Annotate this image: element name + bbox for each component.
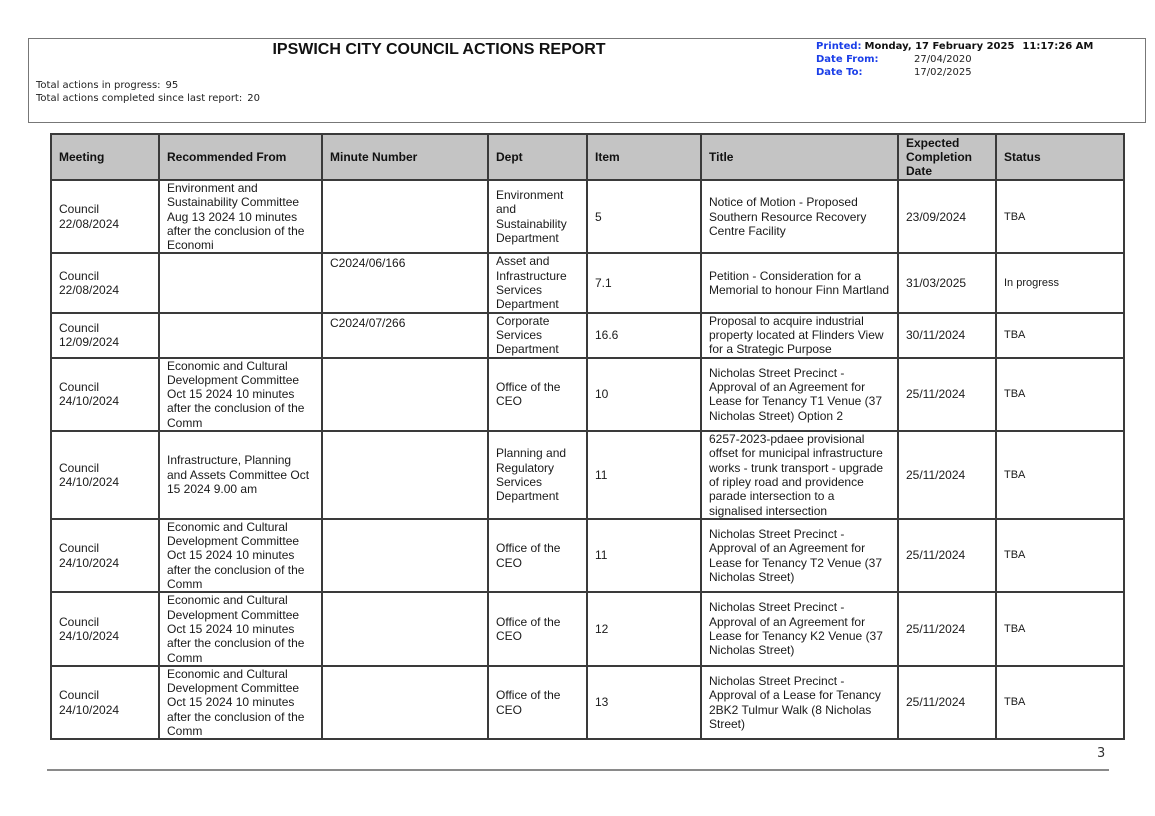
cell-expected-completion: 25/11/2024 [898, 519, 996, 592]
actions-table [50, 133, 1125, 740]
table-row [51, 180, 1124, 253]
cell-status: TBA [996, 592, 1124, 665]
date-to-label: Date To: [816, 67, 863, 78]
cell-meeting: Council 22/08/2024 [51, 253, 159, 312]
cell-expected-completion: 25/11/2024 [898, 358, 996, 431]
cell-dept: Planning and Regulatory Services Department [488, 431, 587, 519]
table-row [51, 431, 1124, 519]
cell-meeting: Council 22/08/2024 [51, 180, 159, 253]
cell-meeting: Council 24/10/2024 [51, 431, 159, 519]
cell-recommended-from: Infrastructure, Planning and Assets Committee Oct 15 2024 9.00 am [159, 431, 322, 519]
date-from-value: 27/04/2020 [914, 54, 972, 65]
column-header-title: Title [701, 134, 898, 180]
report-header [28, 38, 1146, 123]
cell-recommended-from: Economic and Cultural Development Committee Oct 15 2024 10 minutes after the conclusion of the Comm [159, 666, 322, 739]
table-row [51, 666, 1124, 739]
cell-status: TBA [996, 180, 1124, 253]
table-row [51, 519, 1124, 592]
completed-label: Total actions completed since last report: [36, 93, 243, 104]
completed-count: 20 [247, 93, 260, 104]
cell-status: In progress [996, 253, 1124, 312]
cell-minute-number [322, 519, 488, 592]
cell-minute-number: C2024/06/166 [322, 253, 488, 312]
cell-minute-number [322, 358, 488, 431]
column-header-minute-number: Minute Number [322, 134, 488, 180]
cell-recommended-from: Environment and Sustainability Committee Aug 13 2024 10 minutes after the conclusion of the Economi [159, 180, 322, 253]
cell-dept: Office of the CEO [488, 358, 587, 431]
cell-status: TBA [996, 431, 1124, 519]
table-row [51, 313, 1124, 358]
cell-status: TBA [996, 313, 1124, 358]
cell-status: TBA [996, 519, 1124, 592]
cell-expected-completion: 23/09/2024 [898, 180, 996, 253]
cell-recommended-from: Economic and Cultural Development Committee Oct 15 2024 10 minutes after the conclusion of the Comm [159, 592, 322, 665]
footer-divider [47, 769, 1109, 771]
column-header-status: Status [996, 134, 1124, 180]
cell-dept: Office of the CEO [488, 666, 587, 739]
cell-title: Nicholas Street Precinct - Approval of an Agreement for Lease for Tenancy T2 Venue (37 Nicholas Street) [701, 519, 898, 592]
date-from-row [816, 53, 1093, 66]
date-to-row [816, 66, 1093, 79]
cell-minute-number: C2024/07/266 [322, 313, 488, 358]
cell-minute-number [322, 666, 488, 739]
cell-dept: Corporate Services Department [488, 313, 587, 358]
cell-dept: Asset and Infrastructure Services Department [488, 253, 587, 312]
cell-title: Nicholas Street Precinct - Approval of a Lease for Tenancy 2BK2 Tulmur Walk (8 Nicholas Street) [701, 666, 898, 739]
cell-minute-number [322, 592, 488, 665]
cell-status: TBA [996, 358, 1124, 431]
column-header-item: Item [587, 134, 701, 180]
cell-status: TBA [996, 666, 1124, 739]
cell-title: Notice of Motion - Proposed Southern Resource Recovery Centre Facility [701, 180, 898, 253]
printed-row [816, 40, 1093, 53]
cell-meeting: Council 24/10/2024 [51, 592, 159, 665]
date-to-value: 17/02/2025 [914, 67, 972, 78]
cell-title: Nicholas Street Precinct - Approval of an Agreement for Lease for Tenancy T1 Venue (37 Nicholas Street) Option 2 [701, 358, 898, 431]
cell-expected-completion: 25/11/2024 [898, 592, 996, 665]
page-number: 3 [1097, 746, 1106, 761]
report-title: IPSWICH CITY COUNCIL ACTIONS REPORT [272, 41, 606, 58]
in-progress-label: Total actions in progress: [36, 80, 161, 91]
cell-item: 12 [587, 592, 701, 665]
cell-expected-completion: 30/11/2024 [898, 313, 996, 358]
column-header-expected-completion-date: Expected Completion Date [898, 134, 996, 180]
cell-item: 13 [587, 666, 701, 739]
cell-recommended-from: Economic and Cultural Development Committee Oct 15 2024 10 minutes after the conclusion of the Comm [159, 519, 322, 592]
cell-expected-completion: 25/11/2024 [898, 666, 996, 739]
cell-item: 10 [587, 358, 701, 431]
cell-item: 7.1 [587, 253, 701, 312]
cell-item: 5 [587, 180, 701, 253]
cell-meeting: Council 24/10/2024 [51, 519, 159, 592]
cell-dept: Office of the CEO [488, 519, 587, 592]
cell-meeting: Council 24/10/2024 [51, 666, 159, 739]
in-progress-line [36, 79, 260, 92]
cell-title: Proposal to acquire industrial property located at Flinders View for a Strategic Purpose [701, 313, 898, 358]
column-header-dept: Dept [488, 134, 587, 180]
cell-minute-number [322, 180, 488, 253]
cell-title: Nicholas Street Precinct - Approval of an Agreement for Lease for Tenancy K2 Venue (37 Nicholas Street) [701, 592, 898, 665]
date-from-label: Date From: [816, 54, 879, 65]
cell-recommended-from [159, 253, 322, 312]
completed-line [36, 92, 260, 105]
cell-item: 11 [587, 431, 701, 519]
cell-item: 16.6 [587, 313, 701, 358]
printed-date: Monday, 17 February 2025 [864, 41, 1015, 52]
cell-minute-number [322, 431, 488, 519]
cell-recommended-from [159, 313, 322, 358]
in-progress-count: 95 [165, 80, 179, 91]
cell-title: Petition - Consideration for a Memorial to honour Finn Martland [701, 253, 898, 312]
cell-title: 6257-2023-pdaee provisional offset for municipal infrastructure works - trunk transport - upgrade of ripley road and providence parade intersection to a signalised intersection [701, 431, 898, 519]
printed-label: Printed: [816, 41, 862, 52]
printed-time: 11:17:26 AM [1022, 41, 1094, 52]
column-header-recommended-from: Recommended From [159, 134, 322, 180]
cell-meeting: Council 24/10/2024 [51, 358, 159, 431]
cell-expected-completion: 25/11/2024 [898, 431, 996, 519]
cell-item: 11 [587, 519, 701, 592]
report-meta [816, 40, 1093, 79]
column-header-meeting: Meeting [51, 134, 159, 180]
report-summary [36, 79, 260, 105]
table-row [51, 358, 1124, 431]
table-header-row [51, 134, 1124, 180]
table-row [51, 592, 1124, 665]
cell-meeting: Council 12/09/2024 [51, 313, 159, 358]
cell-recommended-from: Economic and Cultural Development Committee Oct 15 2024 10 minutes after the conclusion of the Comm [159, 358, 322, 431]
cell-dept: Environment and Sustainability Department [488, 180, 587, 253]
cell-expected-completion: 31/03/2025 [898, 253, 996, 312]
cell-dept: Office of the CEO [488, 592, 587, 665]
table-row [51, 253, 1124, 312]
